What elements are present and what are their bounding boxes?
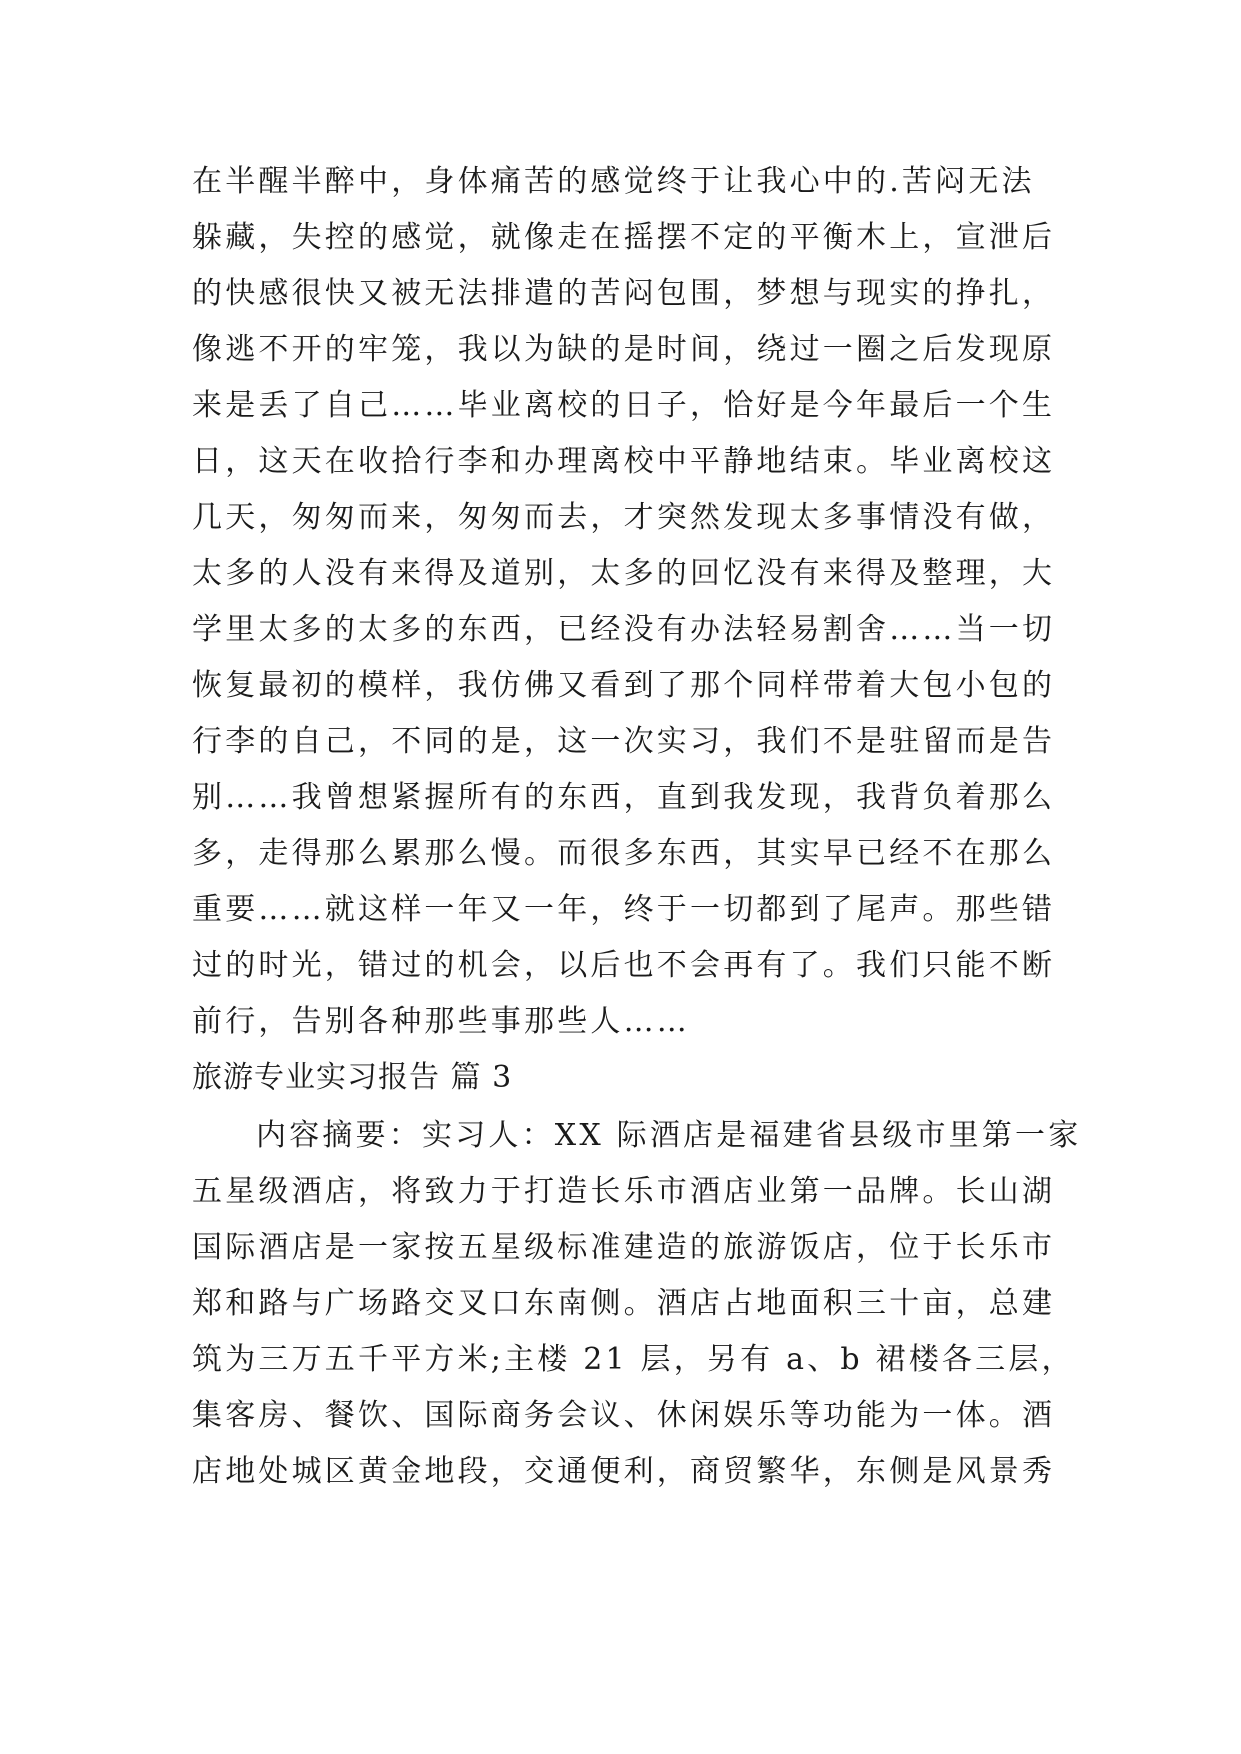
paragraph-2-line: 五星级酒店，将致力于打造长乐市酒店业第一品牌。长山湖 (192, 1174, 1056, 1209)
paragraph-1-line: 过的时光，错过的机会，以后也不会再有了。我们只能不断 (192, 948, 1056, 983)
paragraph-2-line: 集客房、餐饮、国际商务会议、休闲娱乐等功能为一体。酒 (192, 1398, 1056, 1433)
paragraph-1-line: 学里太多的太多的东西，已经没有办法轻易割舍……当一切 (192, 612, 1056, 647)
paragraph-1-line: 几天，匆匆而来，匆匆而去，才突然发现太多事情没有做， (192, 500, 1056, 535)
paragraph-2-line: 筑为三万五千平方米;主楼 21 层，另有 a、b 裙楼各三层， (192, 1342, 1075, 1377)
paragraph-2-line: 店地处城区黄金地段，交通便利，商贸繁华，东侧是风景秀 (192, 1454, 1056, 1489)
paragraph-1-line: 恢复最初的模样，我仿佛又看到了那个同样带着大包小包的 (192, 668, 1056, 703)
paragraph-1-line: 躲藏，失控的感觉，就像走在摇摆不定的平衡木上，宣泄后 (192, 220, 1056, 255)
paragraph-1-line: 在半醒半醉中，身体痛苦的感觉终于让我心中的.苦闷无法 (192, 164, 1035, 199)
paragraph-1-line: 来是丢了自己……毕业离校的日子，恰好是今年最后一个生 (192, 388, 1056, 423)
paragraph-2-line: 郑和路与广场路交叉口东南侧。酒店占地面积三十亩，总建 (192, 1286, 1056, 1321)
paragraph-1-line: 日，这天在收拾行李和办理离校中平静地结束。毕业离校这 (192, 444, 1056, 479)
paragraph-1-line: 别……我曾想紧握所有的东西，直到我发现，我背负着那么 (192, 780, 1056, 815)
paragraph-1-line: 重要……就这样一年又一年，终于一切都到了尾声。那些错 (192, 892, 1056, 927)
paragraph-1-line: 多，走得那么累那么慢。而很多东西，其实早已经不在那么 (192, 836, 1056, 871)
paragraph-1-line: 前行，告别各种那些事那些人…… (192, 1004, 690, 1039)
paragraph-1-line: 像逃不开的牢笼，我以为缺的是时间，绕过一圈之后发现原 (192, 332, 1056, 367)
paragraph-1-line: 太多的人没有来得及道别，太多的回忆没有来得及整理，大 (192, 556, 1056, 591)
paragraph-2-line: 国际酒店是一家按五星级标准建造的旅游饭店，位于长乐市 (192, 1230, 1056, 1265)
section-heading: 旅游专业实习报告 篇 3 (192, 1060, 513, 1095)
paragraph-2-line: 内容摘要：实习人：XX 际酒店是福建省县级市里第一家 (256, 1118, 1082, 1153)
paragraph-1-line: 的快感很快又被无法排遣的苦闷包围，梦想与现实的挣扎， (192, 276, 1056, 311)
paragraph-1-line: 行李的自己，不同的是，这一次实习，我们不是驻留而是告 (192, 724, 1056, 759)
